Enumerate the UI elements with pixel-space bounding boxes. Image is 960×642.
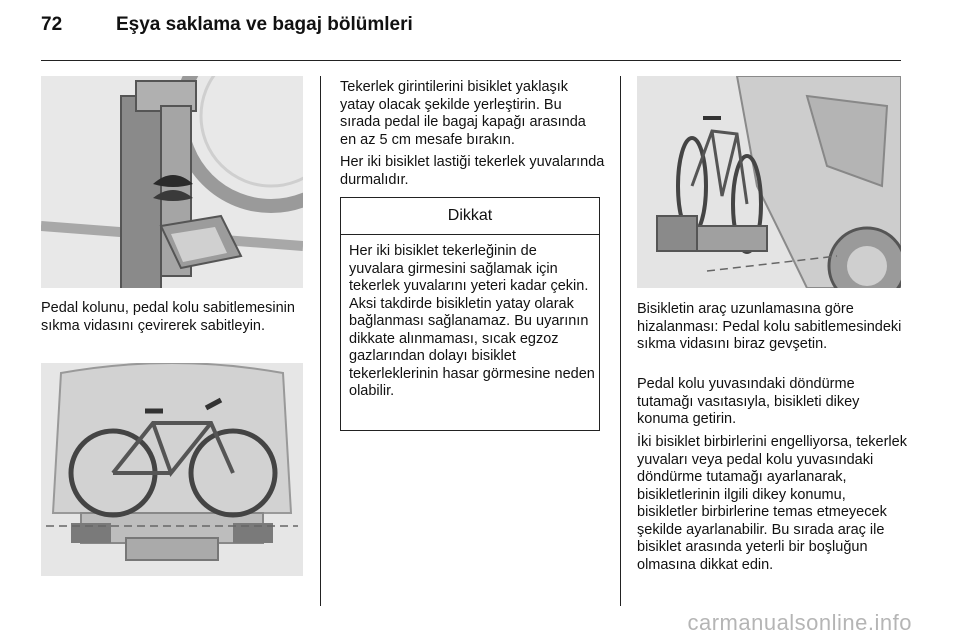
middle-paragraph-2: Her iki bisiklet lastiği tekerlek yuvalarında durmalıdır. — [340, 154, 605, 188]
bike-carrier-drawing — [41, 363, 303, 576]
column-divider-left — [320, 76, 321, 606]
pedal-clamp-drawing — [41, 76, 303, 288]
caution-box — [340, 197, 600, 431]
watermark: carmanualsonline.info — [687, 610, 912, 635]
right-paragraph-3: İki bisiklet birbirlerini engelliyorsa, tekerlek yuvaları veya pedal kolu yuvasındaki döndürme tutamağı ayarlanarak, bisikletlerinin ilgili dikey konumu, bisikletler birbirlerine temas etmeyecek şekilde ayarlanabilir. Bu sırada araç ile bisiklet arasında yeterli bir boşluğun olmasına dikkat edin. — [637, 434, 907, 573]
caution-title: Dikkat — [341, 198, 599, 235]
header-rule — [41, 60, 901, 61]
caution-text: Her iki bisiklet tekerleğinin de yuvalara girmesini sağlamak için tekerlek yuvalarını yeteri kadar çekin. Aksi takdirde bisikletin yatay olarak bağlanması sağlanamaz. Bu uyarının dikkate alınmaması, sıcak egzoz gazlarından dolayı bisiklet tekerleklerinin hasar görmesine neden olabilir. — [349, 243, 595, 399]
right-paragraph-1: Bisikletin araç uzunlamasına göre hizalanması: Pedal kolu sabitlemesindeki sıkma vidasını biraz gevşetin. — [637, 301, 902, 352]
column-divider-right — [620, 76, 621, 606]
chapter-title: Eşya saklama ve bagaj bölümleri — [116, 14, 413, 35]
car-bike-rack-drawing — [637, 76, 901, 288]
right-paragraph-2: Pedal kolu yuvasındaki döndürme tutamağı vasıtasıyla, bisikleti dikey konuma getirin. — [637, 376, 860, 427]
page-number: 72 — [41, 14, 63, 35]
pedal-clamp-illustration — [41, 76, 303, 288]
left-paragraph-1: Pedal kolunu, pedal kolu sabitlemesinin sıkma vidasını çevirerek sabitleyin. — [41, 300, 295, 334]
middle-paragraph-1: Tekerlek girintilerini bisiklet yaklaşık yatay olacak şekilde yerleştirin. Bu sırada pedal ile bagaj kapağı arasında en az 5 cm mesafe bırakın. — [340, 79, 586, 148]
car-bike-rack-illustration — [637, 76, 901, 288]
bike-carrier-illustration — [41, 363, 303, 576]
